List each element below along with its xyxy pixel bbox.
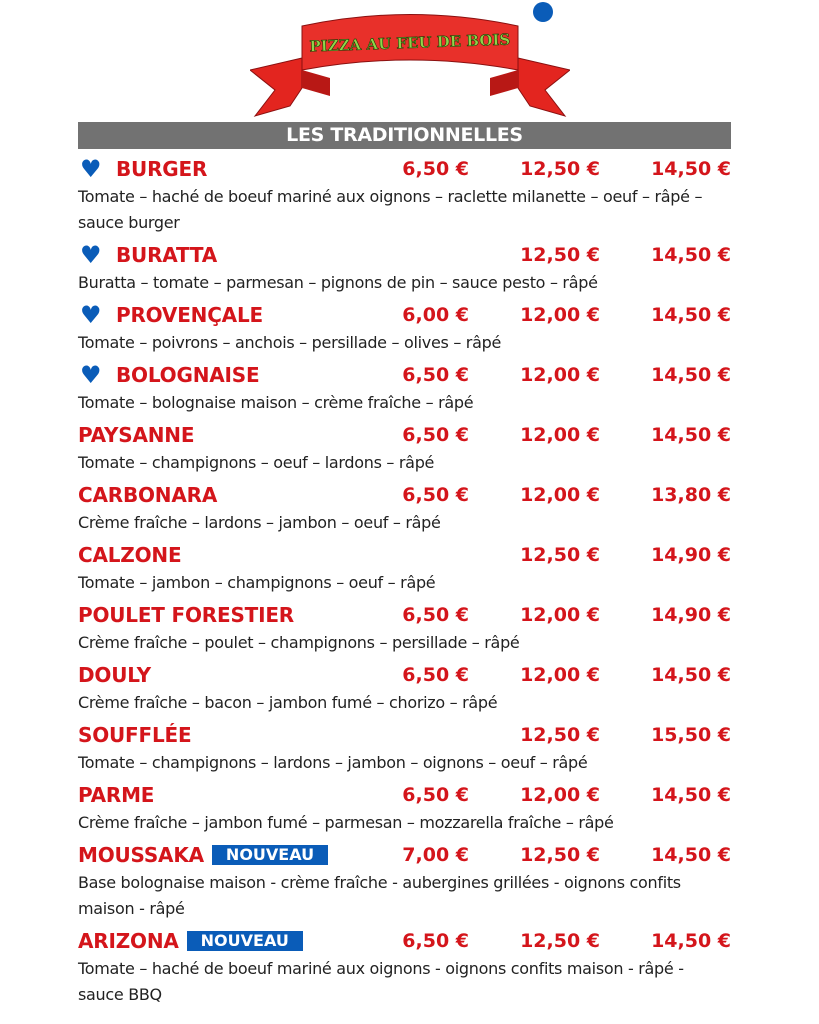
menu-item (78, 360, 731, 420)
price-p3: 14,90 € (651, 544, 731, 566)
banner-text: PIZZA AU FEU DE BOIS (309, 30, 511, 56)
heart-icon: ♥ (80, 301, 102, 329)
item-description: Buratta – tomate – parmesan – pignons de pin – sauce pesto – râpé (78, 273, 598, 292)
item-name: PROVENÇALE (116, 303, 263, 327)
menu-item (78, 840, 731, 926)
item-description: Crème fraîche – poulet – champignons – persillade – râpé (78, 633, 520, 652)
menu-item (78, 600, 731, 660)
price-p1: 6,50 € (402, 364, 469, 386)
price-p2: 12,50 € (520, 158, 600, 180)
item-header (78, 660, 731, 690)
menu-item (78, 480, 731, 540)
item-header (78, 540, 731, 570)
item-header (78, 420, 731, 450)
item-name: PAYSANNE (78, 423, 195, 447)
menu-item (78, 926, 731, 1012)
item-name: BOLOGNAISE (116, 363, 260, 387)
price-p3: 14,50 € (651, 364, 731, 386)
menu-list (78, 154, 731, 1012)
item-description: Tomate – haché de boeuf mariné aux oignons – raclette milanette – oeuf – râpé – sauce burger (78, 187, 703, 232)
item-header (78, 780, 731, 810)
price-p2: 12,00 € (520, 304, 600, 326)
price-p1: 7,00 € (402, 844, 469, 866)
menu-item (78, 660, 731, 720)
price-p2: 12,00 € (520, 664, 600, 686)
price-p2: 12,50 € (520, 724, 600, 746)
price-p1: 6,50 € (402, 424, 469, 446)
item-header (78, 300, 731, 330)
item-name: MOUSSAKA (78, 843, 204, 867)
item-description: Crème fraîche – bacon – jambon fumé – chorizo – râpé (78, 693, 498, 712)
item-description: Tomate – haché de boeuf mariné aux oignons - oignons confits maison - râpé - sauce BBQ (78, 959, 684, 1004)
price-p3: 14,50 € (651, 244, 731, 266)
item-description: Tomate – jambon – champignons – oeuf – râpé (78, 573, 436, 592)
blue-dot (533, 2, 553, 22)
heart-icon: ♥ (80, 155, 102, 183)
item-header (78, 840, 731, 870)
price-p1: 6,50 € (402, 784, 469, 806)
price-p2: 12,00 € (520, 484, 600, 506)
item-description: Tomate – bolognaise maison – crème fraîche – râpé (78, 393, 474, 412)
menu-item (78, 154, 731, 240)
item-name: BURATTA (116, 243, 218, 267)
menu-item (78, 240, 731, 300)
item-header (78, 600, 731, 630)
heart-icon: ♥ (80, 241, 102, 269)
price-p3: 14,50 € (651, 304, 731, 326)
price-p2: 12,00 € (520, 604, 600, 626)
item-description: Base bolognaise maison - crème fraîche - aubergines grillées - oignons confits maison - râpé (78, 873, 681, 918)
price-p1: 6,50 € (402, 604, 469, 626)
item-name: PARME (78, 783, 155, 807)
menu-item (78, 540, 731, 600)
price-p1: 6,00 € (402, 304, 469, 326)
new-badge: NOUVEAU (212, 845, 328, 865)
menu-item (78, 780, 731, 840)
item-description: Tomate – poivrons – anchois – persillade – olives – râpé (78, 333, 501, 352)
item-name: CARBONARA (78, 483, 218, 507)
item-name: BURGER (116, 157, 208, 181)
price-p1: 6,50 € (402, 158, 469, 180)
price-p1: 6,50 € (402, 930, 469, 952)
price-p3: 14,50 € (651, 158, 731, 180)
item-name: SOUFFLÉE (78, 723, 192, 747)
price-p2: 12,50 € (520, 844, 600, 866)
item-name: DOULY (78, 663, 151, 687)
price-p3: 14,50 € (651, 424, 731, 446)
price-p1: 6,50 € (402, 484, 469, 506)
item-header (78, 926, 731, 956)
price-p1: 6,50 € (402, 664, 469, 686)
menu-item (78, 300, 731, 360)
section-title: LES TRADITIONNELLES (78, 122, 731, 149)
price-p2: 12,00 € (520, 784, 600, 806)
price-p3: 14,50 € (651, 930, 731, 952)
menu-item (78, 420, 731, 480)
item-name: CALZONE (78, 543, 182, 567)
price-p3: 14,90 € (651, 604, 731, 626)
price-p2: 12,50 € (520, 244, 600, 266)
price-p3: 13,80 € (651, 484, 731, 506)
price-p2: 12,00 € (520, 424, 600, 446)
price-p3: 15,50 € (651, 724, 731, 746)
item-name: POULET FORESTIER (78, 603, 294, 627)
item-header (78, 480, 731, 510)
item-header (78, 154, 731, 184)
banner-logo (250, 8, 570, 120)
item-description: Crème fraîche – lardons – jambon – oeuf – râpé (78, 513, 441, 532)
price-p2: 12,50 € (520, 930, 600, 952)
heart-icon: ♥ (80, 361, 102, 389)
menu-item (78, 720, 731, 780)
price-p3: 14,50 € (651, 784, 731, 806)
price-p2: 12,50 € (520, 544, 600, 566)
price-p3: 14,50 € (651, 664, 731, 686)
item-description: Tomate – champignons – oeuf – lardons – râpé (78, 453, 435, 472)
item-name: ARIZONA (78, 929, 179, 953)
price-p2: 12,00 € (520, 364, 600, 386)
item-header (78, 720, 731, 750)
item-description: Crème fraîche – jambon fumé – parmesan – mozzarella fraîche – râpé (78, 813, 614, 832)
item-header (78, 240, 731, 270)
item-header (78, 360, 731, 390)
new-badge: NOUVEAU (187, 931, 303, 951)
item-description: Tomate – champignons – lardons – jambon – oignons – oeuf – râpé (78, 753, 588, 772)
price-p3: 14,50 € (651, 844, 731, 866)
